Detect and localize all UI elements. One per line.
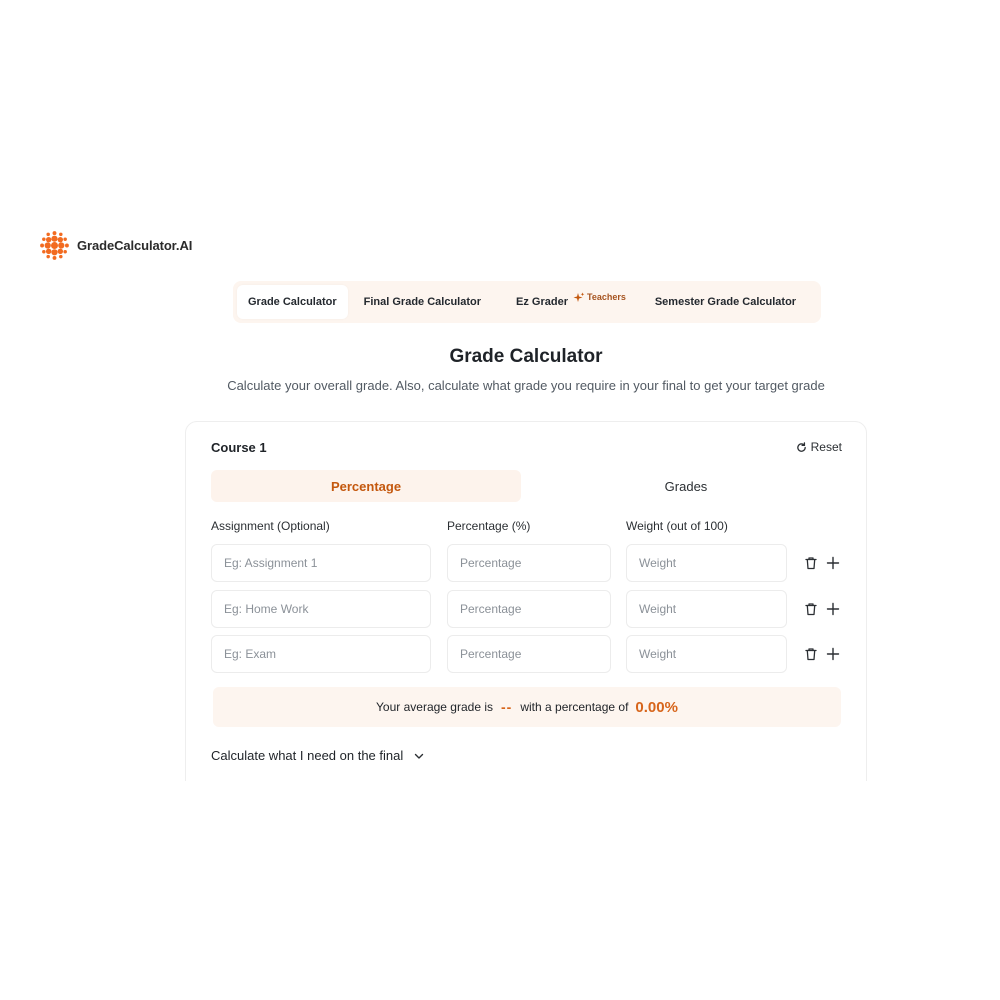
nav-tab-label: Semester Grade Calculator xyxy=(654,296,797,308)
page-title: Grade Calculator xyxy=(449,346,603,367)
nav-tab-grade-calculator[interactable] xyxy=(237,285,348,319)
trash-icon xyxy=(804,556,818,570)
add-row-button[interactable] xyxy=(825,645,841,663)
plus-icon xyxy=(826,602,840,616)
add-row-button[interactable] xyxy=(825,554,841,572)
assignment-input[interactable] xyxy=(211,544,431,582)
final-toggle-label: Calculate what I need on the final xyxy=(211,748,404,763)
final-calculator-toggle[interactable] xyxy=(211,748,425,763)
badge-label: Teachers xyxy=(586,292,626,302)
nav-tab-label: Ez Grader xyxy=(516,296,568,308)
assignment-input[interactable] xyxy=(211,635,431,673)
result-prefix: Your average grade is xyxy=(376,700,494,714)
tab-percentage[interactable]: Percentage xyxy=(211,470,521,502)
delete-row-button[interactable] xyxy=(803,554,819,572)
logo-sphere-icon xyxy=(38,229,71,262)
delete-row-button[interactable] xyxy=(803,645,819,663)
delete-row-button[interactable] xyxy=(803,600,819,618)
mode-tabs xyxy=(211,470,841,502)
refresh-icon xyxy=(796,442,807,453)
viewport-cutoff xyxy=(0,781,1000,1000)
reset-button[interactable] xyxy=(796,440,842,454)
assignment-row xyxy=(211,590,851,628)
average-result-banner xyxy=(213,687,841,727)
average-percentage-value: 0.00% xyxy=(635,698,678,716)
nav-tab-ez-grader[interactable] xyxy=(498,285,640,319)
percentage-column-label: Percentage (%) xyxy=(447,519,531,533)
assignment-row xyxy=(211,544,851,582)
sparkle-icon xyxy=(573,292,585,304)
nav-tab-final-grade-calculator[interactable] xyxy=(352,285,494,319)
brand-logo[interactable] xyxy=(38,229,192,262)
assignment-column-label: Assignment (Optional) xyxy=(211,519,330,533)
course-title: Course 1 xyxy=(211,440,267,455)
reset-label: Reset xyxy=(810,440,842,454)
tab-grades[interactable]: Grades xyxy=(664,478,708,494)
nav-tab-semester-grade-calculator[interactable] xyxy=(644,285,807,319)
nav-tab-label: Final Grade Calculator xyxy=(363,296,482,308)
weight-input[interactable] xyxy=(626,635,787,673)
percentage-input[interactable] xyxy=(447,544,611,582)
main-nav xyxy=(233,281,821,323)
average-grade-value: -- xyxy=(501,699,513,715)
weight-input[interactable] xyxy=(626,544,787,582)
assignment-row xyxy=(211,635,851,673)
add-row-button[interactable] xyxy=(825,600,841,618)
plus-icon xyxy=(826,556,840,570)
assignment-input[interactable] xyxy=(211,590,431,628)
trash-icon xyxy=(804,647,818,661)
page-subtitle: Calculate your overall grade. Also, calculate what grade you require in your final to get your target grade xyxy=(227,378,825,393)
result-middle: with a percentage of xyxy=(520,700,629,714)
teachers-badge xyxy=(573,292,626,304)
weight-input[interactable] xyxy=(626,590,787,628)
brand-name: GradeCalculator.AI xyxy=(77,238,193,253)
plus-icon xyxy=(826,647,840,661)
trash-icon xyxy=(804,602,818,616)
course-card xyxy=(185,421,867,821)
weight-column-label: Weight (out of 100) xyxy=(626,519,728,533)
chevron-down-icon xyxy=(413,750,425,762)
percentage-input[interactable] xyxy=(447,635,611,673)
percentage-input[interactable] xyxy=(447,590,611,628)
nav-tab-label: Grade Calculator xyxy=(248,296,337,308)
